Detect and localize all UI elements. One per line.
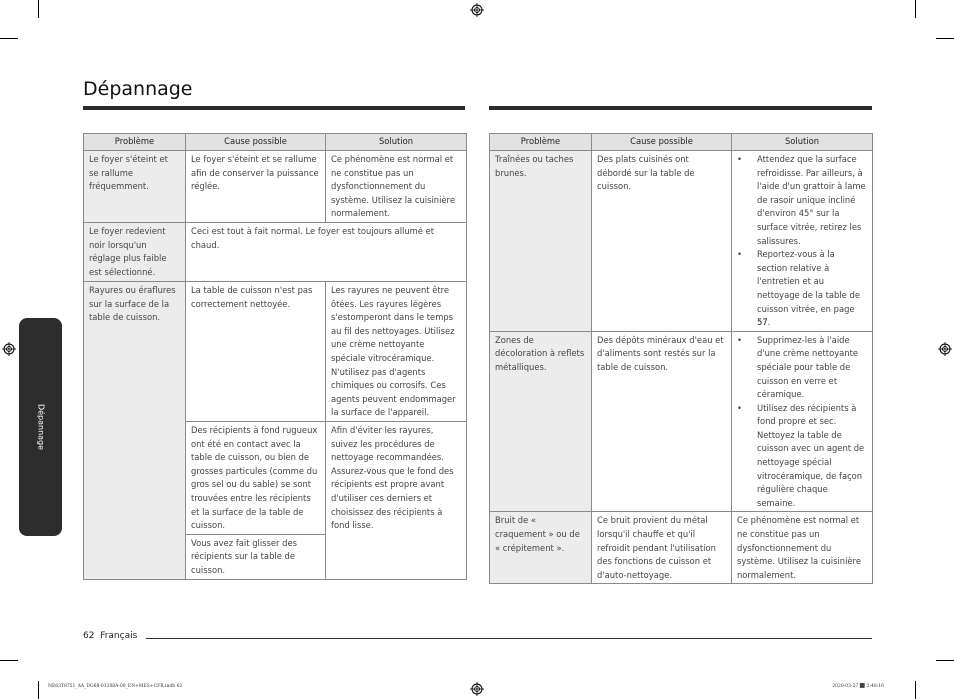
crop-mark bbox=[936, 38, 954, 39]
cause-cell: Ce bruit provient du métal lorsqu'il chauffe et qu'il refroidit pendant l'utilisation des fonctions de cuisson et d'auto-nettoyage. bbox=[592, 512, 732, 584]
column-header-cause: Cause possible bbox=[592, 134, 732, 151]
cause-cell: Des dépôts minéraux d'eau et d'aliments sont restés sur la table de cuisson. bbox=[592, 331, 732, 512]
registration-mark-icon bbox=[470, 682, 484, 696]
crop-mark bbox=[38, 681, 39, 699]
table-header-row bbox=[84, 134, 467, 151]
solution-cell: Afin d'éviter les rayures, suivez les procédures de nettoyage recommandées. Assurez-vous que le fond des récipients est propre avant d'utiliser ces derniers et choisissez des récipients à fond lisse. bbox=[326, 421, 467, 579]
registration-mark-icon bbox=[938, 342, 952, 356]
list-item: • Utilisez des récipients à fond propre et sec. Nettoyez la table de cuisson avec un agent de nettoyage spécial vitrocéramique, de façon régulière chaque semaine. bbox=[737, 402, 865, 508]
heading-rule-right bbox=[489, 106, 872, 110]
page-footer bbox=[83, 631, 137, 641]
column-header-problem: Problème bbox=[84, 134, 186, 151]
problem-cell: Rayures ou éraflures sur la surface de la table de cuisson. bbox=[84, 282, 186, 580]
cause-cell: Des récipients à fond rugueux ont été en contact avec la table de cuisson, ou bien de grosses particules (comme du gros sel ou du sable) se sont trouvées entre les récipients et la surface de la table de cuisson. bbox=[186, 421, 326, 534]
table-row bbox=[490, 512, 873, 584]
solution-bullet-list bbox=[737, 153, 867, 330]
column-header-solution: Solution bbox=[326, 134, 467, 151]
page-reference-link[interactable]: 57 bbox=[757, 317, 768, 328]
bullet-icon: • bbox=[737, 334, 742, 345]
solution-cell: Ce phénomène est normal et ne constitue pas un dysfonctionnement du système. Utilisez la cuisinière normalement. bbox=[326, 151, 467, 223]
cause-cell: La table de cuisson n'est pas correctement nettoyée. bbox=[186, 282, 326, 422]
problem-cell: Le foyer redevient noir lorsqu'un réglage plus faible est sélectionné. bbox=[84, 223, 186, 282]
crop-mark bbox=[915, 681, 916, 699]
crop-mark bbox=[936, 660, 954, 661]
problem-cell: Zones de décoloration à reflets métalliques. bbox=[490, 331, 592, 512]
list-item: • Supprimez-les à l'aide d'une crème nettoyante spéciale pour table de cuisson en verre et céramique. bbox=[737, 334, 859, 400]
problem-cell: Bruit de « craquement » ou de « crépitement ». bbox=[490, 512, 592, 584]
solution-cell bbox=[732, 151, 873, 332]
table-row bbox=[84, 282, 467, 422]
cause-solution-cell: Ceci est tout à fait normal. Le foyer est toujours allumé et chaud. bbox=[186, 223, 467, 282]
table-row bbox=[490, 151, 873, 332]
crop-mark bbox=[0, 38, 18, 39]
footer-language: Français bbox=[100, 631, 138, 641]
print-slug-left: NE63T8751_AA_DG68-01208A-00_EN+MES+CFR.indb 62 bbox=[48, 684, 183, 689]
table-row bbox=[84, 151, 467, 223]
table-row bbox=[84, 223, 467, 282]
table-row bbox=[490, 331, 873, 512]
page-number: 62 bbox=[83, 631, 95, 641]
column-header-cause: Cause possible bbox=[186, 134, 326, 151]
solution-cell: Les rayures ne peuvent être ôtées. Les rayures légères s'estomperont dans le temps au fil des nettoyages. Utilisez une crème nettoyante spéciale vitrocéramique. N'utilisez pas d'agents chimiques ou corrosifs. Ces agents peuvent endommager la surface de l'appareil. bbox=[326, 282, 467, 422]
solution-bullet-list bbox=[737, 334, 867, 511]
troubleshooting-table-right bbox=[489, 133, 873, 584]
crop-mark bbox=[915, 0, 916, 18]
list-item: • Reportez-vous à la section relative à l'entretien et au nettoyage de la table de cuisson vitrée, en page 57. bbox=[737, 249, 860, 328]
column-header-problem: Problème bbox=[490, 134, 592, 151]
table-header-row bbox=[490, 134, 873, 151]
crop-mark bbox=[38, 0, 39, 18]
registration-mark-icon bbox=[2, 342, 16, 356]
troubleshooting-table-left bbox=[83, 133, 467, 580]
list-item: • Attendez que la surface refroidisse. Par ailleurs, à l'aide d'un grattoir à lame de rasoir unique incliné d'environ 45° sur la surface vitrée, retirez les salissures. bbox=[737, 154, 866, 246]
bullet-icon: • bbox=[737, 154, 742, 164]
solution-cell: Ce phénomène est normal et ne constitue pas un dysfonctionnement du système. Utilisez la cuisinière normalement. bbox=[732, 512, 873, 584]
bullet-icon: • bbox=[737, 249, 742, 260]
cause-cell: Vous avez fait glisser des récipients sur la table de cuisson. bbox=[186, 534, 326, 579]
cause-cell: Le foyer s'éteint et se rallume afin de conserver la puissance réglée. bbox=[186, 151, 326, 223]
solution-cell bbox=[732, 331, 873, 512]
section-side-tab-label: Dépannage bbox=[36, 403, 46, 451]
footer-rule bbox=[146, 638, 872, 639]
cause-cell: Des plats cuisinés ont débordé sur la table de cuisson. bbox=[592, 151, 732, 332]
heading-rule-left bbox=[83, 106, 465, 110]
problem-cell: Le foyer s'éteint et se rallume fréquemment. bbox=[84, 151, 186, 223]
problem-cell: Traînées ou taches brunes. bbox=[490, 151, 592, 332]
registration-mark-icon bbox=[470, 3, 484, 17]
bullet-icon: • bbox=[737, 402, 742, 413]
crop-mark bbox=[0, 660, 18, 661]
column-header-solution: Solution bbox=[732, 134, 873, 151]
print-slug-right: 2020-03-27 ⬛ 2:48:16 bbox=[832, 684, 884, 689]
page-title: Dépannage bbox=[83, 78, 193, 100]
